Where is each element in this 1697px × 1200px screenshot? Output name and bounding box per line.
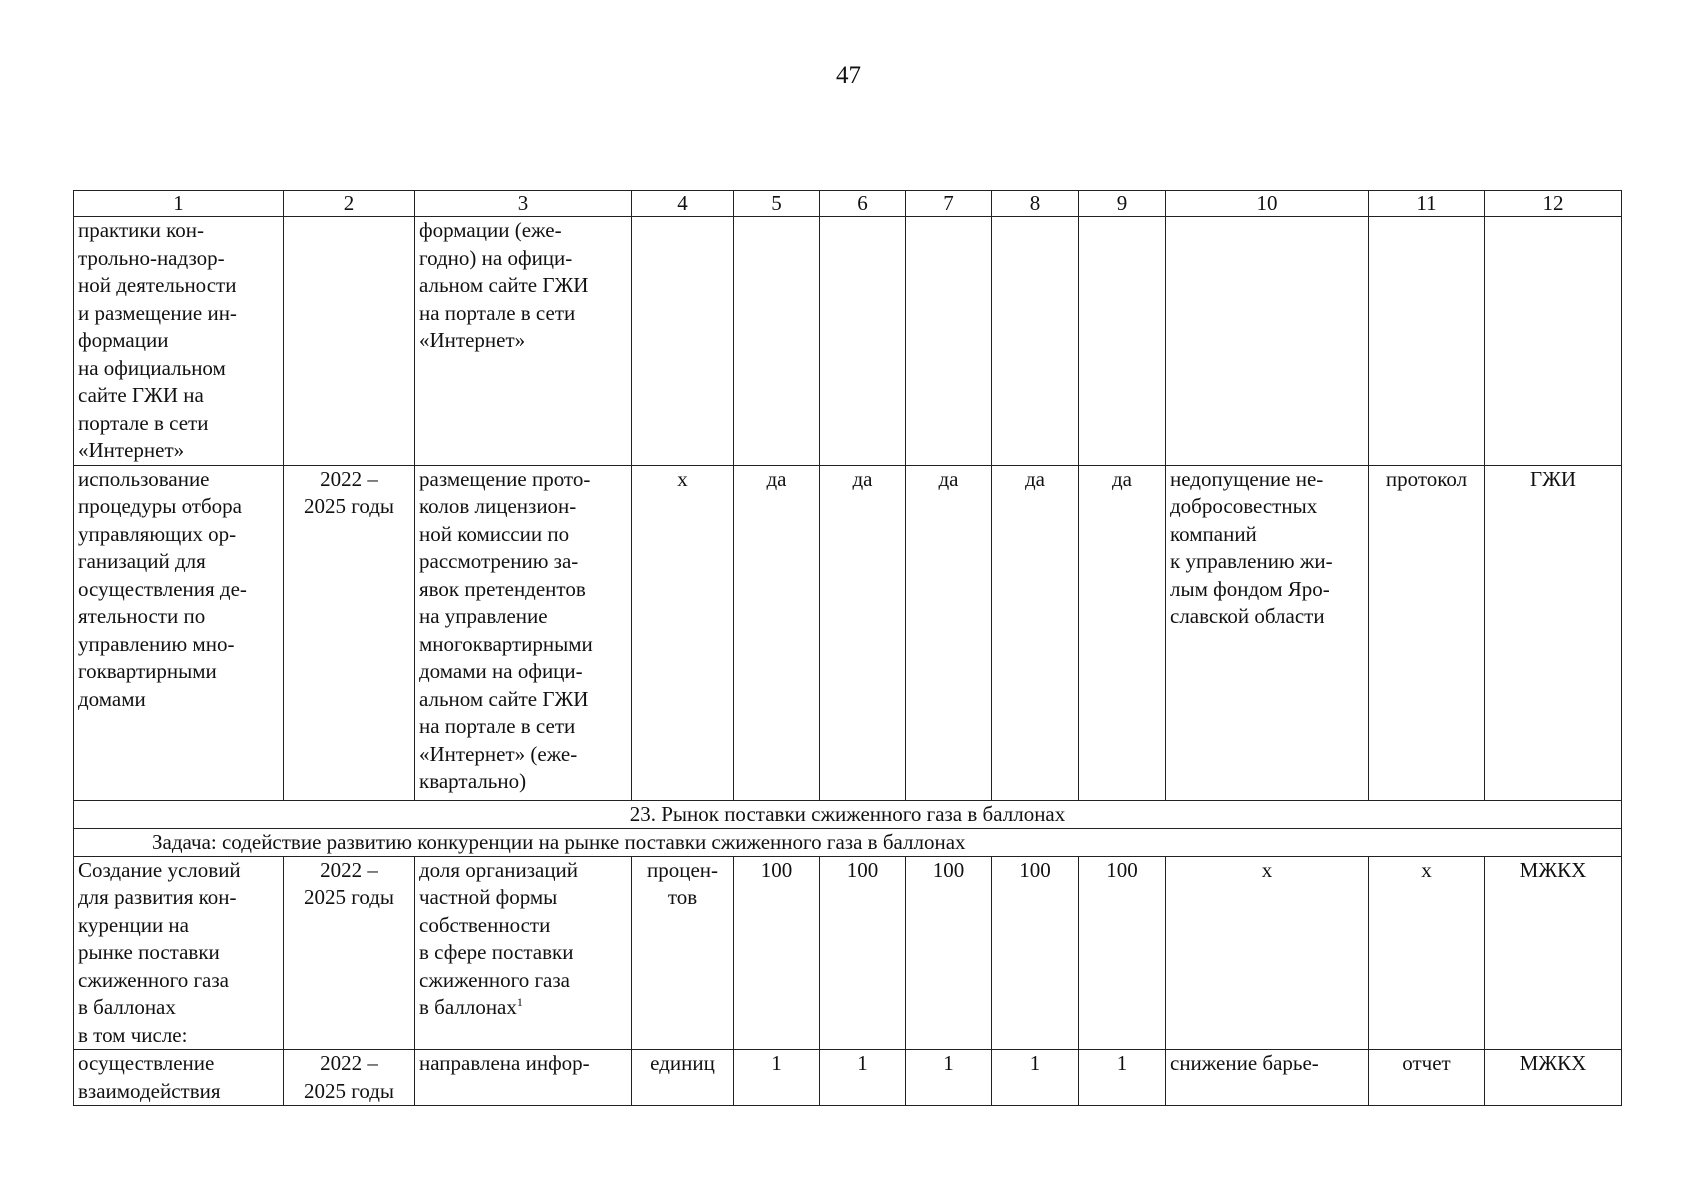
indicator-cell	[415, 856, 632, 1050]
indicator-cell: формации (еже- годно) на офици- альном сайте ГЖИ на портале в сети «Интернет»	[415, 217, 632, 466]
table-row	[74, 465, 1622, 800]
task-row	[74, 828, 1622, 856]
header-cell: 3	[415, 191, 632, 217]
header-cell: 10	[1166, 191, 1369, 217]
header-cell: 4	[632, 191, 734, 217]
value-cell: 100	[734, 856, 820, 1050]
period-cell: 2022 – 2025 годы	[284, 1050, 415, 1106]
table-row	[74, 1050, 1622, 1106]
value-cell: да	[734, 465, 820, 800]
table-row	[74, 856, 1622, 1050]
value-cell: 100	[820, 856, 906, 1050]
value-cell: да	[1079, 465, 1166, 800]
value-cell: да	[992, 465, 1079, 800]
value-cell: 1	[1079, 1050, 1166, 1106]
activity-cell: использование процедуры отбора управляющих ор- ганизаций для осуществления де- ятельности по управлению мно- гоквартирными домами	[74, 465, 284, 800]
indicator-cell: размещение прото- колов лицензион- ной комиссии по рассмотрению за- явок претендентов на управление многоквартирными домами на офици- альном сайте ГЖИ на портале в сети «Интернет» (еже- квартально)	[415, 465, 632, 800]
unit-cell: единиц	[632, 1050, 734, 1106]
footnote-mark: 1	[516, 995, 523, 1009]
indicator-cell: направлена инфор-	[415, 1050, 632, 1106]
header-cell: 8	[992, 191, 1079, 217]
empty-cell	[1485, 217, 1622, 466]
period-cell: 2022 – 2025 годы	[284, 856, 415, 1050]
indicator-text: доля организаций частной формы собственности в сфере поставки сжиженного газа в баллонах	[419, 857, 579, 1019]
value-cell: 1	[820, 1050, 906, 1106]
header-cell: 9	[1079, 191, 1166, 217]
empty-cell	[992, 217, 1079, 466]
empty-cell	[1079, 217, 1166, 466]
value-cell: 100	[906, 856, 992, 1050]
value-cell: да	[906, 465, 992, 800]
period-cell	[284, 217, 415, 466]
empty-cell	[1369, 217, 1485, 466]
task-title: Задача: содействие развитию конкуренции на рынке поставки сжиженного газа в баллонах	[74, 828, 1622, 856]
value-cell: 1	[992, 1050, 1079, 1106]
unit-cell: процен- тов	[632, 856, 734, 1050]
empty-cell	[820, 217, 906, 466]
page-number: 47	[836, 62, 861, 89]
value-cell: 100	[1079, 856, 1166, 1050]
header-cell: 12	[1485, 191, 1622, 217]
document-cell: х	[1369, 856, 1485, 1050]
header-cell: 7	[906, 191, 992, 217]
executor-cell: МЖКХ	[1485, 1050, 1622, 1106]
empty-cell	[632, 217, 734, 466]
result-cell: снижение барье-	[1166, 1050, 1369, 1106]
unit-cell: х	[632, 465, 734, 800]
activity-cell: Создание условий для развития кон- куренции на рынке поставки сжиженного газа в баллонах в том числе:	[74, 856, 284, 1050]
section-title: 23. Рынок поставки сжиженного газа в баллонах	[74, 800, 1622, 828]
result-cell: недопущение не- добросовестных компаний к управлению жи- лым фондом Яро- славской области	[1166, 465, 1369, 800]
header-cell: 6	[820, 191, 906, 217]
empty-cell	[906, 217, 992, 466]
period-cell: 2022 – 2025 годы	[284, 465, 415, 800]
header-row	[74, 191, 1622, 217]
header-cell: 1	[74, 191, 284, 217]
activity-cell: осуществление взаимодействия	[74, 1050, 284, 1106]
empty-cell	[1166, 217, 1369, 466]
activity-cell: практики кон- трольно-надзор- ной деятельности и размещение ин- формации на официальном сайте ГЖИ на портале в сети «Интернет»	[74, 217, 284, 466]
value-cell: 1	[734, 1050, 820, 1106]
table-row	[74, 217, 1622, 466]
document-cell: протокол	[1369, 465, 1485, 800]
value-cell: да	[820, 465, 906, 800]
header-cell: 5	[734, 191, 820, 217]
result-cell: х	[1166, 856, 1369, 1050]
header-cell: 2	[284, 191, 415, 217]
value-cell: 100	[992, 856, 1079, 1050]
executor-cell: МЖКХ	[1485, 856, 1622, 1050]
header-cell: 11	[1369, 191, 1485, 217]
executor-cell: ГЖИ	[1485, 465, 1622, 800]
empty-cell	[734, 217, 820, 466]
section-row	[74, 800, 1622, 828]
document-cell: отчет	[1369, 1050, 1485, 1106]
program-table	[73, 190, 1622, 1106]
value-cell: 1	[906, 1050, 992, 1106]
